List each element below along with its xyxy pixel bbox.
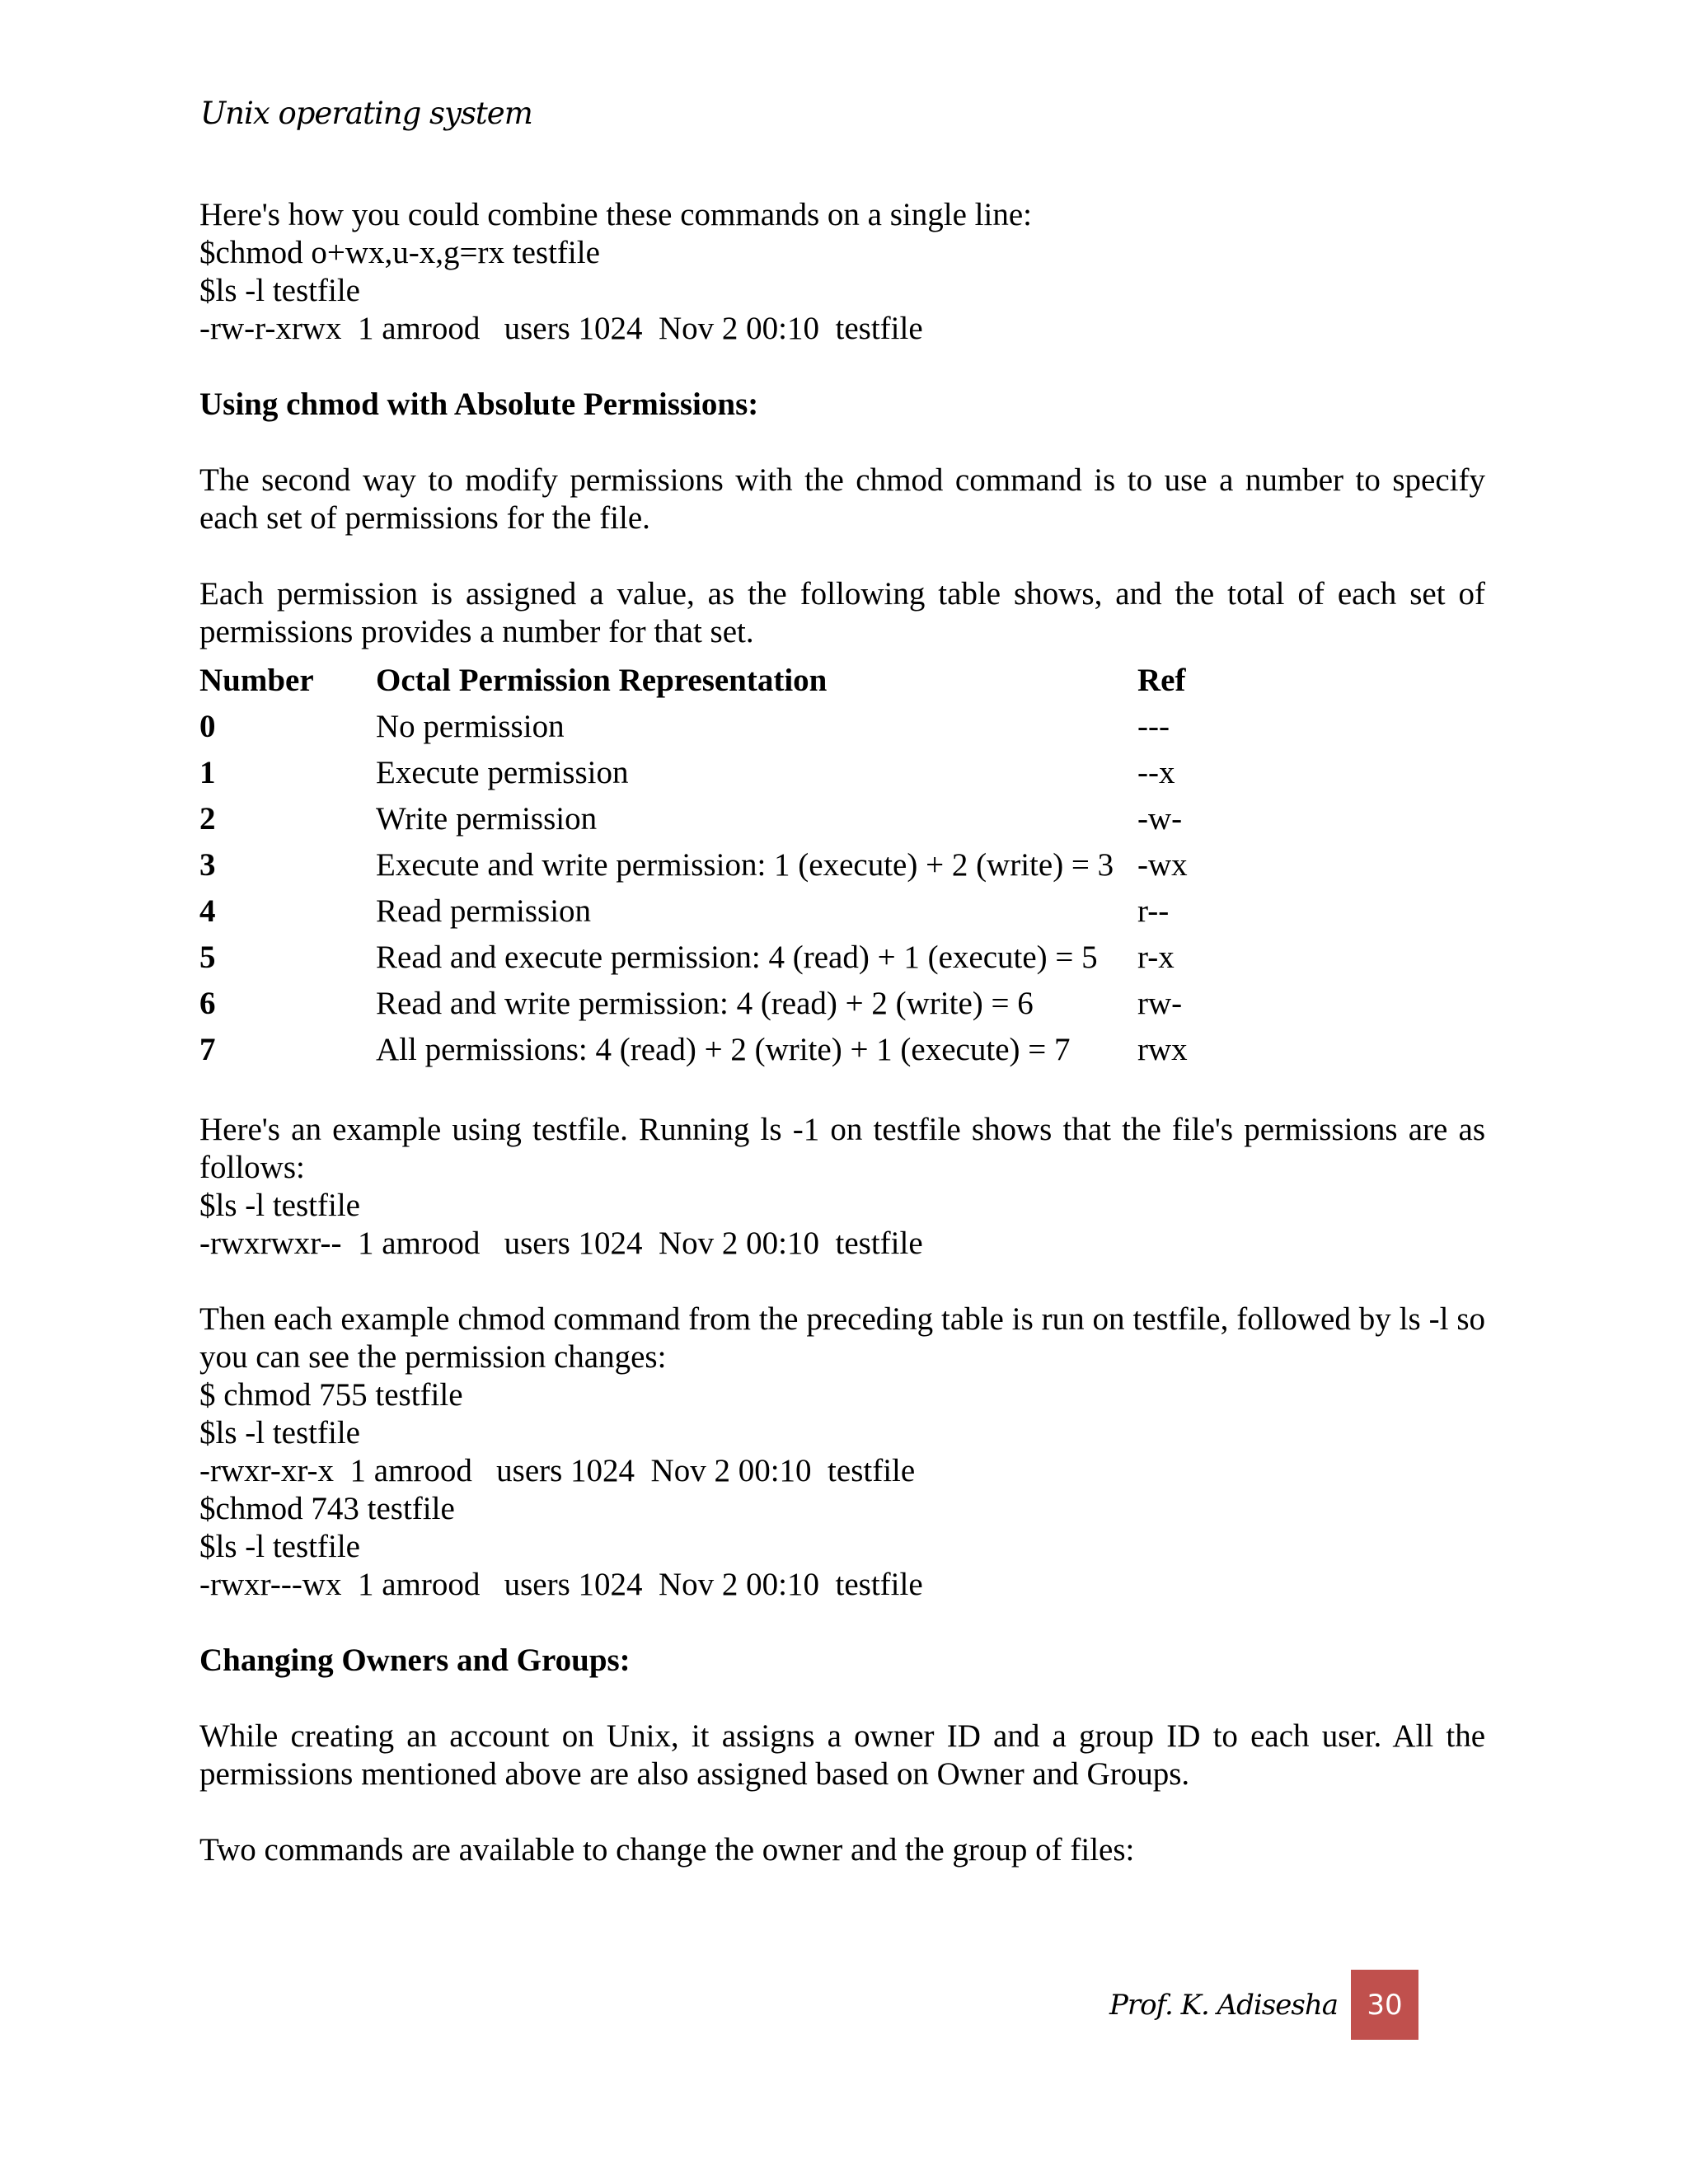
paragraph: Here's an example using testfile. Running ls -1 on testfile shows that the file's permissions are as follows: [199, 1112, 1485, 1185]
table-row [199, 981, 1236, 1027]
table-row [199, 1027, 1236, 1073]
running-header: Unix operating system [200, 96, 532, 131]
column-header: Ref [1137, 663, 1186, 698]
page-content [199, 196, 1485, 1869]
table-cell-ref: r-x [1137, 940, 1175, 975]
table-cell-ref: rw- [1137, 986, 1183, 1021]
paragraph: The second way to modify permissions with the chmod command is to use a number to specify each set of permissions for the file. [199, 462, 1485, 536]
table-cell-description: Read permission [376, 893, 592, 929]
table-cell-number: 6 [199, 986, 216, 1021]
table-cell-description: All permissions: 4 (read) + 2 (write) + 1 (execute) = 7 [376, 1032, 1071, 1067]
page-number-badge: 30 [1351, 1970, 1418, 2040]
command-output: -rwxrwxr-- 1 amrood users 1024 Nov 2 00:10 testfile [199, 1226, 923, 1261]
table-cell-ref: --- [1137, 709, 1170, 744]
table-header-row [199, 658, 1236, 704]
command-line: $ls -l testfile [199, 1415, 360, 1451]
permission-table [199, 658, 1236, 1073]
table-cell-ref: -w- [1137, 801, 1183, 837]
paragraph: Then each example chmod command from the preceding table is run on testfile, followed by ls -l so you can see the permission changes: [199, 1301, 1485, 1375]
command-line: $ls -l testfile [199, 1188, 360, 1223]
section-heading: Using chmod with Absolute Permissions: [199, 387, 759, 422]
table-row [199, 888, 1236, 935]
command-output: -rwxr---wx 1 amrood users 1024 Nov 2 00:10 testfile [199, 1567, 923, 1602]
command-line: $chmod 743 testfile [199, 1491, 455, 1526]
section-heading: Changing Owners and Groups: [199, 1643, 631, 1678]
command-line: $chmod o+wx,u-x,g=rx testfile [199, 235, 600, 270]
column-header: Number [199, 663, 314, 698]
table-cell-number: 7 [199, 1032, 216, 1067]
table-cell-description: Execute and write permission: 1 (execute) + 2 (write) = 3 [376, 847, 1114, 883]
command-output: -rw-r-xrwx 1 amrood users 1024 Nov 2 00:10 testfile [199, 311, 923, 346]
command-line: $ls -l testfile [199, 1529, 360, 1564]
table-row [199, 796, 1236, 842]
intro-text: Here's how you could combine these commands on a single line: [199, 197, 1032, 232]
table-cell-description: Write permission [376, 801, 598, 837]
column-header: Octal Permission Representation [376, 663, 828, 698]
table-row [199, 935, 1236, 981]
footer-author: Prof. K. Adisesha [1109, 1988, 1338, 2022]
table-cell-description: Read and write permission: 4 (read) + 2 (write) = 6 [376, 986, 1034, 1021]
table-cell-description: Execute permission [376, 755, 629, 790]
command-line: $ chmod 755 testfile [199, 1377, 463, 1413]
table-row [199, 842, 1236, 888]
table-row [199, 704, 1236, 750]
table-cell-number: 3 [199, 847, 216, 883]
paragraph: Two commands are available to change the owner and the group of files: [199, 1832, 1135, 1868]
command-output: -rwxr-xr-x 1 amrood users 1024 Nov 2 00:10 testfile [199, 1453, 916, 1488]
paragraph: While creating an account on Unix, it assigns a owner ID and a group ID to each user. All the permissions mentioned above are also assigned based on Owner and Groups. [199, 1718, 1485, 1792]
table-cell-number: 0 [199, 709, 216, 744]
table-cell-number: 5 [199, 940, 216, 975]
paragraph: Each permission is assigned a value, as the following table shows, and the total of each set of permissions provides a number for that set. [199, 576, 1485, 649]
table-cell-number: 4 [199, 893, 216, 929]
table-cell-ref: -wx [1137, 847, 1188, 883]
page-footer [1109, 1970, 1418, 2040]
table-cell-ref: r-- [1137, 893, 1170, 929]
table-cell-ref: --x [1137, 755, 1175, 790]
table-cell-description: Read and execute permission: 4 (read) + 1 (execute) = 5 [376, 940, 1098, 975]
command-line: $ls -l testfile [199, 273, 360, 308]
table-row [199, 750, 1236, 796]
table-cell-ref: rwx [1137, 1032, 1188, 1067]
table-cell-number: 2 [199, 801, 216, 837]
table-cell-description: No permission [376, 709, 565, 744]
table-cell-number: 1 [199, 755, 216, 790]
